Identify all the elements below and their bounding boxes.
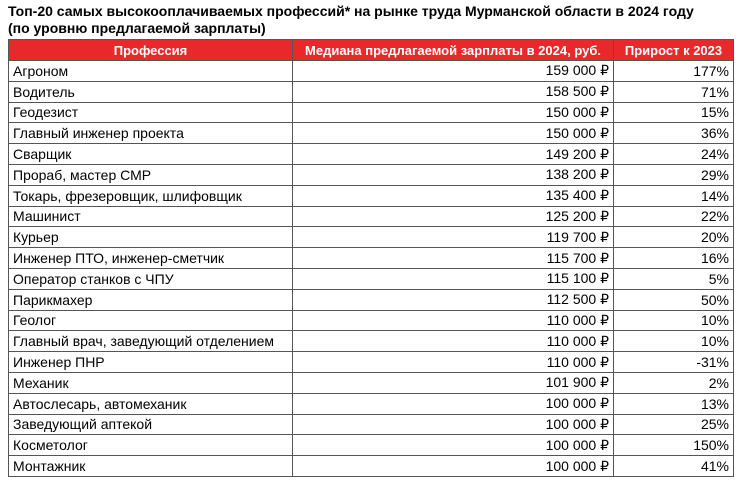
cell-growth: 5%	[614, 268, 734, 289]
cell-salary: 100 000 ₽	[293, 456, 614, 477]
cell-profession: Оператор станков с ЧПУ	[9, 268, 293, 289]
cell-profession: Машинист	[9, 206, 293, 227]
cell-profession: Инженер ПТО, инженер-сметчик	[9, 248, 293, 269]
cell-growth: 13%	[614, 393, 734, 414]
salary-table	[8, 39, 734, 477]
cell-salary: 159 000 ₽	[293, 61, 614, 82]
cell-profession: Сварщик	[9, 144, 293, 165]
cell-growth: 2%	[614, 372, 734, 393]
table-row	[9, 102, 734, 123]
cell-profession: Курьер	[9, 227, 293, 248]
cell-profession: Токарь, фрезеровщик, шлифовщик	[9, 185, 293, 206]
table-row	[9, 227, 734, 248]
cell-salary: 138 200 ₽	[293, 164, 614, 185]
table-row	[9, 61, 734, 82]
cell-salary: 150 000 ₽	[293, 123, 614, 144]
table-row	[9, 393, 734, 414]
table-row	[9, 164, 734, 185]
cell-profession: Инженер ПНР	[9, 352, 293, 373]
cell-salary: 100 000 ₽	[293, 414, 614, 435]
table-row	[9, 248, 734, 269]
cell-salary: 150 000 ₽	[293, 102, 614, 123]
cell-growth: 25%	[614, 414, 734, 435]
table-row	[9, 268, 734, 289]
title-line-1: Топ-20 самых высокооплачиваемых профессий* на рынке труда Мурманской области в 2024 году	[8, 3, 694, 19]
cell-growth: 41%	[614, 456, 734, 477]
table-row	[9, 352, 734, 373]
table-row	[9, 331, 734, 352]
cell-salary: 135 400 ₽	[293, 185, 614, 206]
cell-profession: Агроном	[9, 61, 293, 82]
cell-profession: Главный инженер проекта	[9, 123, 293, 144]
cell-salary: 119 700 ₽	[293, 227, 614, 248]
cell-profession: Заведующий аптекой	[9, 414, 293, 435]
table-row	[9, 206, 734, 227]
cell-profession: Монтажник	[9, 456, 293, 477]
cell-growth: 10%	[614, 310, 734, 331]
cell-salary: 115 100 ₽	[293, 268, 614, 289]
table-row	[9, 435, 734, 456]
cell-profession: Механик	[9, 372, 293, 393]
cell-profession: Прораб, мастер СМР	[9, 164, 293, 185]
cell-growth: 14%	[614, 185, 734, 206]
table-row	[9, 289, 734, 310]
cell-salary: 110 000 ₽	[293, 331, 614, 352]
cell-growth: 15%	[614, 102, 734, 123]
cell-salary: 110 000 ₽	[293, 310, 614, 331]
table-row	[9, 185, 734, 206]
table-row	[9, 144, 734, 165]
cell-profession: Водитель	[9, 81, 293, 102]
cell-growth: 16%	[614, 248, 734, 269]
cell-salary: 101 900 ₽	[293, 372, 614, 393]
cell-growth: -31%	[614, 352, 734, 373]
column-header-profession: Профессия	[9, 40, 293, 61]
cell-growth: 177%	[614, 61, 734, 82]
cell-profession: Косметолог	[9, 435, 293, 456]
table-title	[8, 3, 735, 37]
cell-profession: Геолог	[9, 310, 293, 331]
table-row	[9, 310, 734, 331]
cell-growth: 50%	[614, 289, 734, 310]
table-body	[9, 61, 734, 477]
column-header-growth: Прирост к 2023	[614, 40, 734, 61]
table-row	[9, 414, 734, 435]
cell-growth: 20%	[614, 227, 734, 248]
cell-growth: 29%	[614, 164, 734, 185]
table-row	[9, 123, 734, 144]
cell-salary: 100 000 ₽	[293, 435, 614, 456]
cell-salary: 149 200 ₽	[293, 144, 614, 165]
cell-growth: 10%	[614, 331, 734, 352]
column-header-salary: Медиана предлагаемой зарплаты в 2024, руб.	[293, 40, 614, 61]
table-header-row	[9, 40, 734, 61]
cell-profession: Главный врач, заведующий отделением	[9, 331, 293, 352]
cell-salary: 125 200 ₽	[293, 206, 614, 227]
cell-growth: 22%	[614, 206, 734, 227]
cell-salary: 100 000 ₽	[293, 393, 614, 414]
cell-profession: Геодезист	[9, 102, 293, 123]
cell-profession: Автослесарь, автомеханик	[9, 393, 293, 414]
table-row	[9, 372, 734, 393]
table-row	[9, 81, 734, 102]
cell-growth: 150%	[614, 435, 734, 456]
title-line-2: (по уровню предлагаемой зарплаты)	[8, 20, 266, 36]
cell-growth: 36%	[614, 123, 734, 144]
cell-salary: 115 700 ₽	[293, 248, 614, 269]
table-row	[9, 456, 734, 477]
cell-profession: Парикмахер	[9, 289, 293, 310]
cell-salary: 158 500 ₽	[293, 81, 614, 102]
cell-growth: 71%	[614, 81, 734, 102]
cell-salary: 110 000 ₽	[293, 352, 614, 373]
cell-growth: 24%	[614, 144, 734, 165]
cell-salary: 112 500 ₽	[293, 289, 614, 310]
